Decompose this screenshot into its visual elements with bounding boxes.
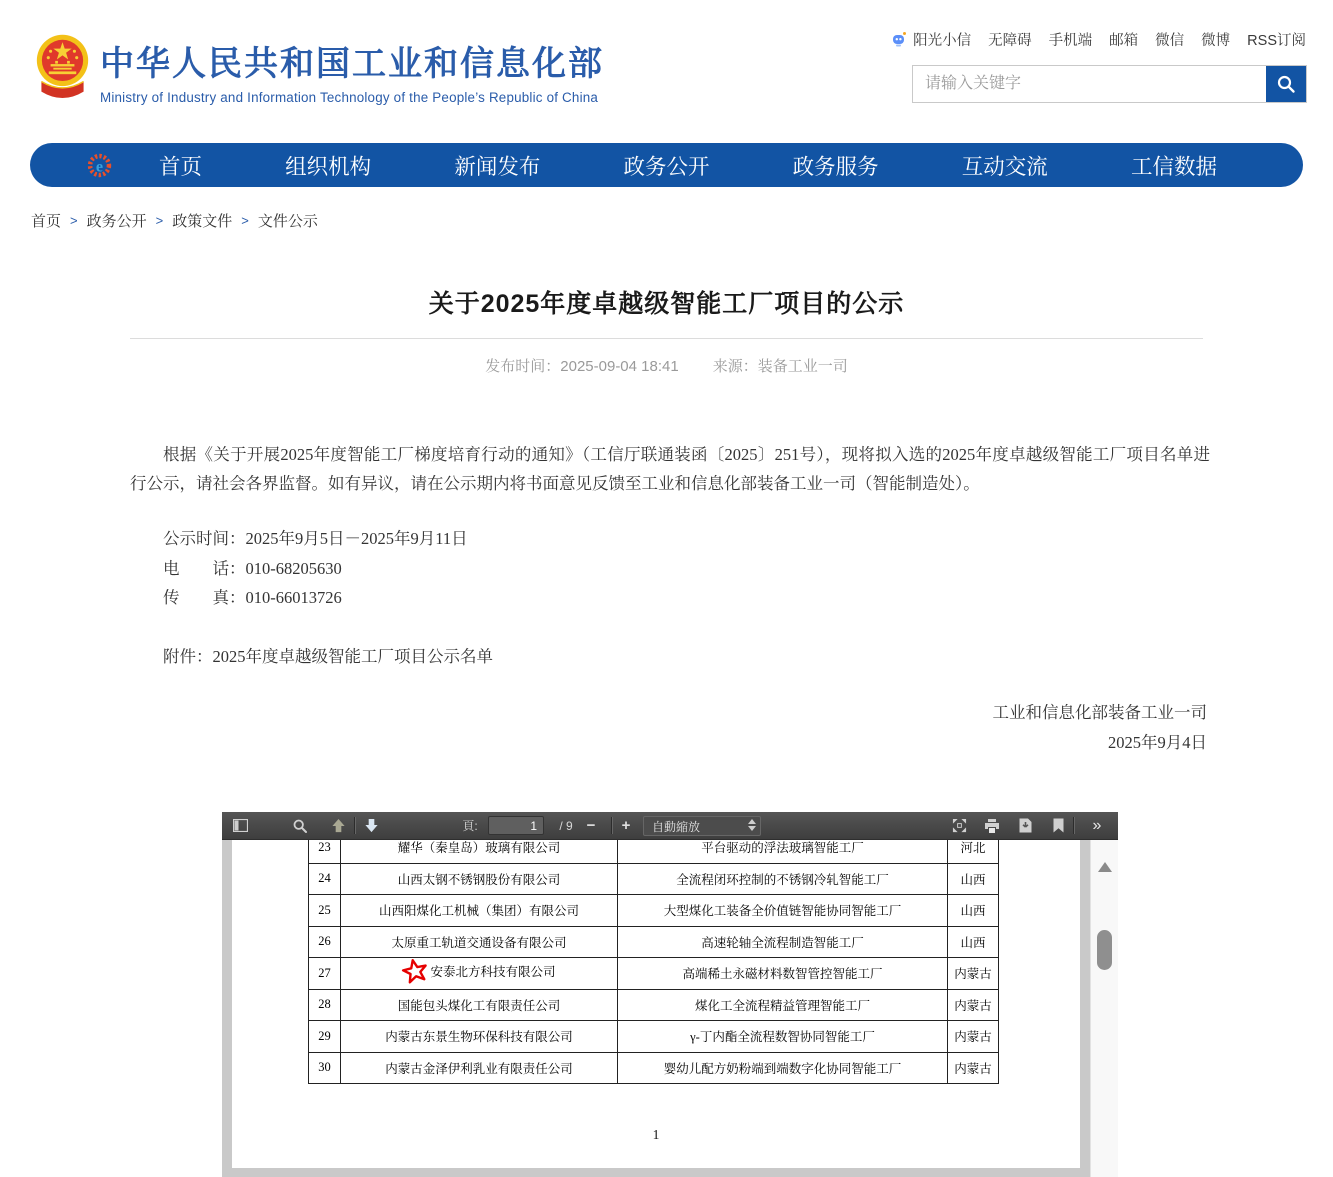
cell-project: 平台驱动的浮法玻璃智能工厂 [618, 840, 948, 863]
quick-link-rss[interactable]: RSS订阅 [1247, 33, 1306, 49]
cell-no: 27 [309, 958, 341, 990]
zoom-in-button[interactable]: + [621, 817, 631, 834]
attachment-line: 附件：2025年度卓越级智能工厂项目公示名单 [163, 647, 493, 666]
cell-province: 山西 [948, 895, 999, 927]
signature-date: 2025年9月4日 [1108, 733, 1207, 752]
zoom-select-value: 自動縮放 [652, 819, 701, 834]
nav-item-org[interactable]: 组织机构 [285, 154, 372, 179]
zoom-spinner-icon [748, 819, 756, 831]
cell-project: γ-丁内酯全流程数智协同智能工厂 [618, 1021, 948, 1053]
pdf-page-number: 1 [652, 1127, 660, 1142]
quick-link-wechat[interactable]: 微信 [1155, 33, 1185, 49]
cell-no: 28 [309, 989, 341, 1021]
phone-line: 电 话：010-68205630 [163, 558, 342, 578]
search-bar [912, 65, 1307, 103]
robot-icon [891, 31, 908, 48]
fax-line: 传 真：010-66013726 [163, 588, 342, 607]
site-title [100, 36, 604, 105]
cell-province: 内蒙古 [948, 1052, 999, 1084]
page-title: 关于2025年度卓越级智能工厂项目的公示 [428, 290, 905, 318]
cell-company: 内蒙古金泽伊利乳业有限责任公司 [341, 1052, 618, 1084]
cell-company: 国能包头煤化工有限责任公司 [341, 989, 618, 1021]
cell-province: 山西 [948, 926, 999, 958]
breadcrumb-separator: > [70, 213, 78, 228]
cell-company: 耀华（秦皇岛）玻璃有限公司 [341, 840, 618, 863]
signature-block [993, 698, 1208, 758]
scrollbar-thumb[interactable] [1097, 930, 1112, 970]
page-number-input[interactable] [488, 816, 544, 835]
quick-link-weibo[interactable]: 微博 [1201, 33, 1231, 49]
table-row [309, 863, 999, 895]
zoom-select[interactable] [643, 816, 761, 836]
toolbar-more-button[interactable]: » [1092, 816, 1100, 834]
table-row [309, 958, 999, 990]
table-row [309, 1052, 999, 1084]
nav-item-services[interactable]: 政务服务 [792, 154, 879, 179]
cell-company: 太原重工轨道交通设备有限公司 [341, 926, 618, 958]
table-row [309, 989, 999, 1021]
factory-list-table [308, 840, 999, 1084]
print-icon[interactable] [981, 812, 1003, 839]
table-row [309, 1021, 999, 1053]
breadcrumb-disclosure[interactable]: 政务公开 [86, 213, 147, 230]
breadcrumb-home[interactable]: 首页 [31, 213, 62, 230]
toolbar-divider [354, 817, 355, 834]
toolbar-divider [1073, 817, 1074, 834]
article-meta [0, 355, 1333, 376]
table-row [309, 840, 999, 863]
cell-company: 山西阳煤化工机械（集团）有限公司 [341, 895, 618, 927]
download-icon[interactable] [1014, 812, 1036, 839]
quick-link-mobile[interactable]: 手机端 [1048, 33, 1093, 49]
article-source: 来源：装备工业一司 [712, 358, 848, 375]
cell-province: 河北 [948, 840, 999, 863]
nav-item-disclosure[interactable]: 政务公开 [623, 154, 710, 179]
table-row [309, 926, 999, 958]
find-icon[interactable] [290, 812, 310, 839]
search-input[interactable] [913, 66, 1266, 102]
cell-no: 26 [309, 926, 341, 958]
page-label: 頁: [462, 819, 478, 833]
signature-department: 工业和信息化部装备工业一司 [992, 703, 1207, 722]
site-name-en: Ministry of Industry and Information Technology of the People’s Republic of China [100, 90, 599, 105]
scrollbar-up-icon[interactable] [1098, 862, 1112, 872]
svg-text:e: e [95, 156, 104, 175]
breadcrumb-policy-files[interactable]: 政策文件 [172, 213, 233, 230]
cell-no: 24 [309, 863, 341, 895]
national-emblem-logo [35, 27, 90, 103]
page-up-icon[interactable] [326, 812, 350, 839]
red-star-annotation-icon [402, 958, 428, 984]
cell-project: 高速轮轴全流程制造智能工厂 [618, 926, 948, 958]
breadcrumb-current[interactable]: 文件公示 [257, 213, 318, 230]
cell-province: 内蒙古 [948, 989, 999, 1021]
cell-province: 内蒙古 [948, 1021, 999, 1053]
cell-no: 29 [309, 1021, 341, 1053]
cell-project: 大型煤化工装备全价值链智能协同智能工厂 [618, 895, 948, 927]
page-total: / 9 [559, 818, 573, 833]
cell-company: 山西太钢不锈钢股份有限公司 [341, 863, 618, 895]
site-name-cn: 中华人民共和国工业和信息化部 [100, 45, 604, 83]
publish-time: 发布时间：2025-09-04 18:41 [485, 358, 679, 375]
article-paragraph: 根据《关于开展2025年度智能工厂梯度培育行动的通知》（工信厅联通装函〔2025〕251号），现将拟入选的2025年度卓越级智能工厂项目名单进行公示，请社会各界监督。如有异议，请在公示期内将书面意见反馈至工业和信息化部装备工业一司（智能制造处）。 [130, 445, 1210, 493]
gear-e-logo-icon[interactable] [86, 152, 113, 179]
nav-item-interaction[interactable]: 互动交流 [961, 154, 1048, 179]
bookmark-icon[interactable] [1049, 812, 1067, 839]
quick-link-yangguang[interactable]: 阳光小信 [891, 29, 971, 50]
cell-province: 内蒙古 [948, 958, 999, 990]
cell-project: 煤化工全流程精益管理智能工厂 [618, 989, 948, 1021]
cell-company: 安泰北方科技有限公司 [341, 958, 618, 990]
search-icon [1276, 74, 1296, 94]
main-nav [30, 143, 1303, 187]
cell-province: 山西 [948, 863, 999, 895]
quick-links-bar [891, 29, 1306, 50]
pdf-viewer [222, 812, 1118, 1177]
sidebar-toggle-icon[interactable] [230, 812, 250, 839]
nav-item-news[interactable]: 新闻发布 [454, 154, 541, 179]
breadcrumb [31, 210, 318, 231]
pdf-scrollbar[interactable] [1090, 840, 1118, 1177]
cell-no: 25 [309, 895, 341, 927]
breadcrumb-separator: > [241, 213, 249, 228]
nav-item-data[interactable]: 工信数据 [1130, 154, 1217, 179]
public-notice-period: 公示时间：2025年9月5日－2025年9月11日 [163, 529, 468, 548]
quick-link-accessibility[interactable]: 无障碍 [988, 33, 1032, 49]
contact-lines [163, 524, 468, 613]
pdf-toolbar [222, 812, 1118, 840]
cell-project: 婴幼儿配方奶粉端到端数字化协同智能工厂 [618, 1052, 948, 1084]
zoom-out-button[interactable]: − [586, 817, 596, 834]
cell-no: 23 [309, 840, 341, 863]
nav-items [113, 150, 1303, 181]
page-down-icon[interactable] [359, 812, 383, 839]
cell-project: 高端稀土永磁材料数智管控智能工厂 [618, 958, 948, 990]
cell-no: 30 [309, 1052, 341, 1084]
toolbar-divider [611, 817, 612, 834]
cell-project: 全流程闭环控制的不锈钢冷轧智能工厂 [618, 863, 948, 895]
presentation-mode-icon[interactable] [948, 812, 970, 839]
breadcrumb-separator: > [155, 213, 164, 228]
nav-item-home[interactable]: 首页 [159, 154, 203, 179]
pdf-page [232, 840, 1080, 1168]
title-divider [130, 338, 1203, 339]
cell-company: 内蒙古东景生物环保科技有限公司 [341, 1021, 618, 1053]
search-button[interactable] [1266, 66, 1306, 102]
table-row [309, 895, 999, 927]
quick-link-mail[interactable]: 邮箱 [1109, 33, 1139, 49]
